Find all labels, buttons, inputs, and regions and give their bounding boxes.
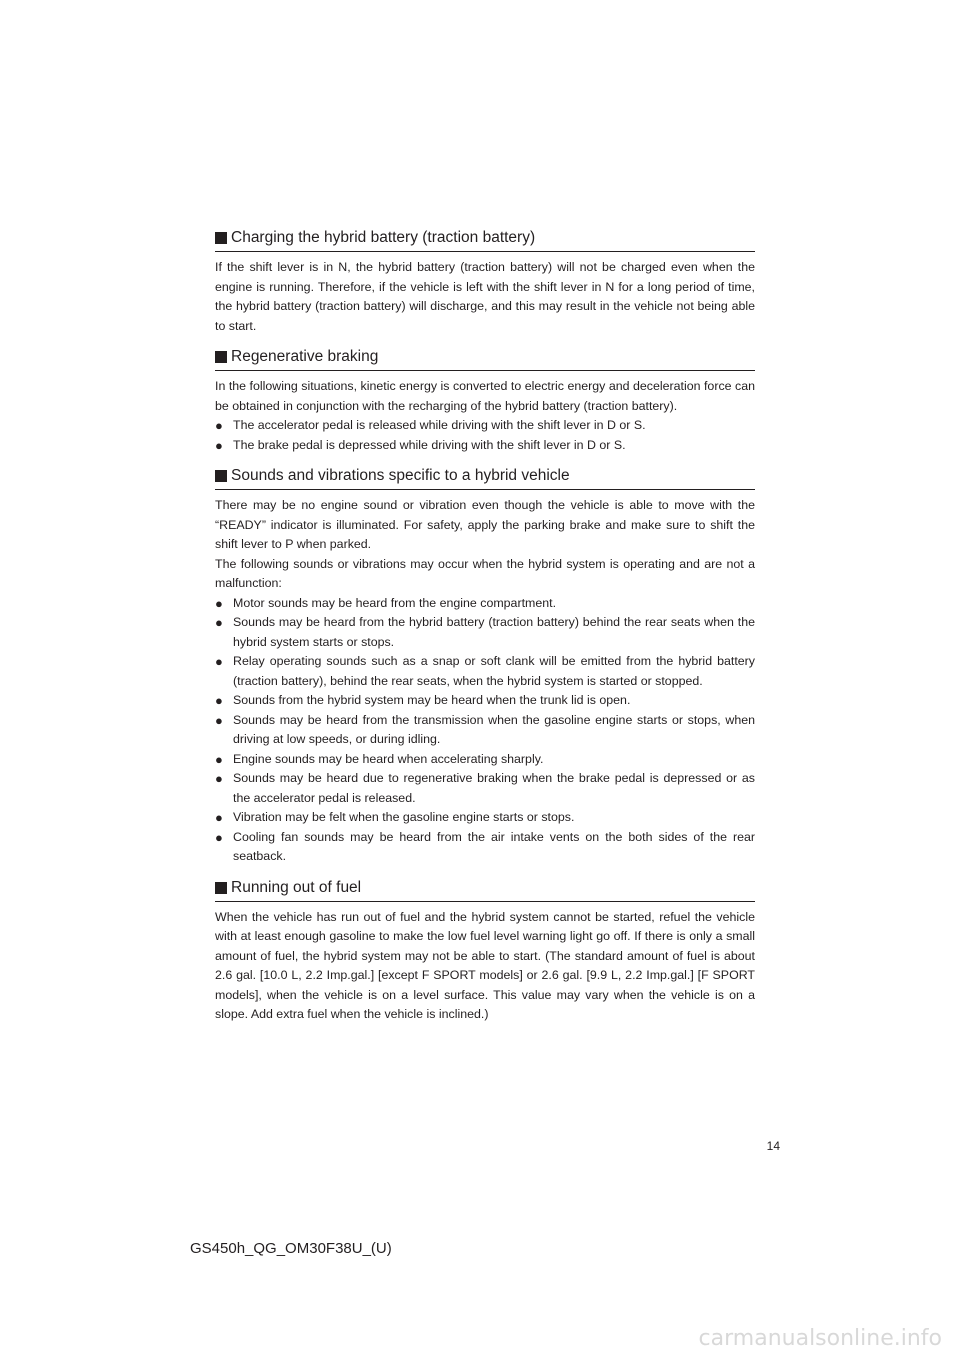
section-heading (215, 879, 755, 902)
section-heading (215, 467, 755, 490)
heading-text: Sounds and vibrations specific to a hybrid vehicle (231, 467, 570, 484)
list-item: ● Relay operating sounds such as a snap or soft clank will be emitted from the hybrid battery (traction battery), behind the rear seats, when the hybrid system is started or stopped. (215, 652, 755, 691)
list-item: ● Sounds may be heard from the transmission when the gasoline engine starts or stops, when driving at low speeds, or during idling. (215, 711, 755, 750)
bullet-dot-icon: ● (215, 437, 223, 453)
list-item: ● Motor sounds may be heard from the engine compartment. (215, 594, 755, 614)
bullet-dot-icon: ● (215, 615, 223, 630)
bullet-dot-icon: ● (215, 712, 223, 728)
list-item: ● The accelerator pedal is released while driving with the shift lever in D or S. (215, 416, 755, 436)
bullet-dot-icon: ● (215, 418, 223, 433)
section-charging (215, 229, 755, 336)
list-item: ● Sounds may be heard from the hybrid battery (traction battery) behind the rear seats when the hybrid system starts or stops. (215, 613, 755, 652)
bullet-list (215, 416, 755, 455)
bullet-dot-icon: ● (215, 810, 223, 825)
watermark: carmanualsonline.info (698, 1326, 942, 1351)
page-number: 14 (766, 1139, 780, 1153)
bullet-dot-icon: ● (215, 829, 223, 845)
heading-text: Regenerative braking (231, 348, 379, 365)
list-item: ● Engine sounds may be heard when accelerating sharply. (215, 750, 755, 770)
square-bullet-icon (215, 882, 227, 894)
list-item: ● Vibration may be felt when the gasoline engine starts or stops. (215, 808, 755, 828)
bullet-dot-icon: ● (215, 751, 223, 767)
section-running-out-of-fuel (215, 879, 755, 1025)
square-bullet-icon (215, 351, 227, 363)
paragraph: The following sounds or vibrations may occur when the hybrid system is operating and are not a malfunction: (215, 556, 755, 590)
bullet-dot-icon: ● (215, 595, 223, 611)
section-heading (215, 229, 755, 252)
list-item: ● The brake pedal is depressed while driving with the shift lever in D or S. (215, 436, 755, 456)
bullet-dot-icon: ● (215, 693, 223, 708)
list-item: ● Sounds may be heard due to regenerative braking when the brake pedal is depressed or as the accelerator pedal is released. (215, 769, 755, 808)
bullet-dot-icon: ● (215, 771, 223, 786)
paragraph: There may be no engine sound or vibration even though the vehicle is able to move with the “READY” indicator is illuminated. For safety, apply the parking brake and make sure to shift the shift lever to P when parked. (215, 498, 755, 551)
section-regenerative-braking (215, 348, 755, 455)
bullet-dot-icon: ● (215, 654, 223, 669)
paragraph: In the following situations, kinetic energy is converted to electric energy and deceleration force can be obtained in conjunction with the recharging of the hybrid battery (traction battery). (215, 379, 755, 413)
paragraph: If the shift lever is in N, the hybrid battery (traction battery) will not be charged even when the engine is running. Therefore, if the vehicle is left with the shift lever in N for a long period of time, the hybrid battery (traction battery) will discharge, and this may result in the vehicle not being able to start. (215, 260, 755, 333)
page-content (215, 229, 755, 1037)
section-heading (215, 348, 755, 371)
list-item: ● Cooling fan sounds may be heard from the air intake vents on the both sides of the rear seatback. (215, 828, 755, 867)
heading-text: Charging the hybrid battery (traction battery) (231, 229, 536, 246)
section-sounds-vibrations (215, 467, 755, 867)
square-bullet-icon (215, 470, 227, 482)
bullet-list (215, 594, 755, 867)
paragraph: When the vehicle has run out of fuel and the hybrid system cannot be started, refuel the vehicle with at least enough gasoline to make the low fuel level warning light go off. If there is only a small amount of fuel, the hybrid system may not be able to start. (The standard amount of fuel is about 2.6 gal. [10.0 L, 2.2 Imp.gal.] [except F SPORT models] or 2.6 gal. [9.9 L, 2.2 Imp.gal.] [F SPORT models], when the vehicle is on a level surface. This value may vary when the vehicle is on a slope. Add extra fuel when the vehicle is inclined.) (215, 909, 755, 1021)
list-item: ● Sounds from the hybrid system may be heard when the trunk lid is open. (215, 691, 755, 711)
heading-text: Running out of fuel (231, 878, 362, 896)
document-code: GS450h_QG_OM30F38U_(U) (190, 1240, 392, 1257)
square-bullet-icon (215, 232, 227, 244)
